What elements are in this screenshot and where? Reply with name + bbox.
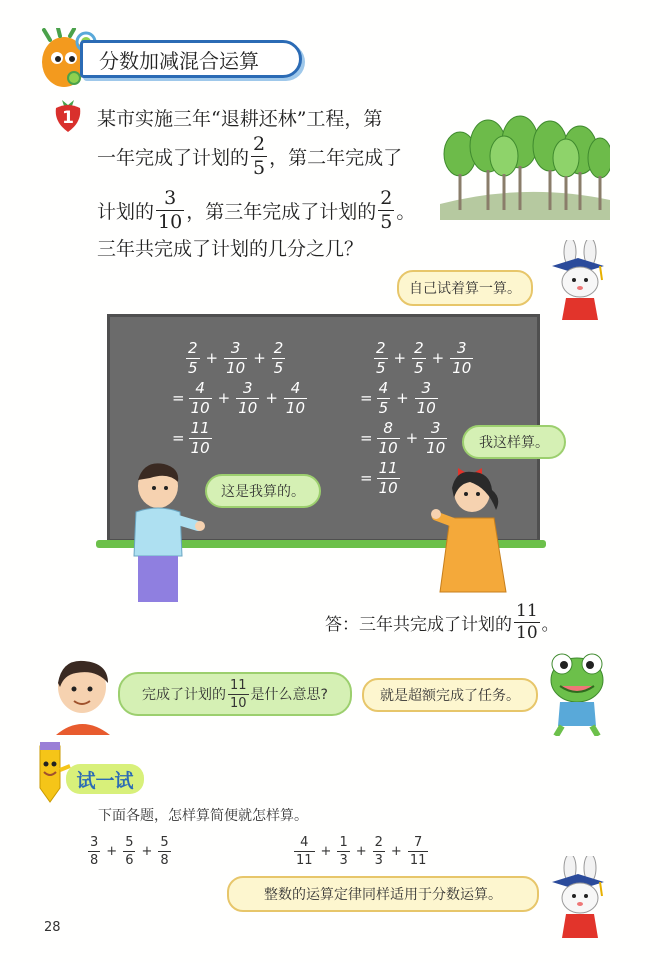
- try-label-badge: [66, 764, 144, 794]
- chalk-fraction: $\frac{3}{10}$: [452, 338, 472, 377]
- chalk-fraction: $\frac{4}{10}$: [190, 378, 210, 417]
- chalk-fraction: $\frac{2}{5}$: [376, 338, 386, 377]
- chalk-fraction: $\frac{3}{10}$: [416, 378, 436, 417]
- try-label: 试一试: [76, 769, 134, 792]
- problem-line-2: [97, 134, 402, 178]
- problem-line-3-c: 。: [396, 200, 416, 223]
- board-left-row-1: $\frac{2}{5}$ + $\frac{3}{10}$ + $\frac{2}{5}$: [188, 338, 284, 377]
- boy-portrait-icon: [50, 655, 116, 735]
- board-left-work: [168, 338, 309, 458]
- chalk-fraction: $\frac{3}{10}$: [238, 378, 258, 417]
- fraction-year2: $\frac{3}{10}$: [158, 186, 183, 233]
- speech-bubble-boy: 这是我算的。: [205, 474, 321, 508]
- board-left-row-2: = $\frac{4}{10}$ + $\frac{3}{10}$ + $\frac{4}{10}$: [172, 378, 306, 417]
- section-title: 分数加减混合运算: [99, 48, 259, 73]
- chalk-fraction: $\frac{3}{10}$: [426, 418, 446, 457]
- board-right-row-4: = $\frac{11}{10}$: [360, 458, 398, 497]
- frog-mascot-icon: [544, 650, 610, 736]
- forest-illustration: [440, 112, 610, 220]
- rabbit-graduate-icon: [548, 240, 610, 324]
- exercise-fraction: $\frac{3}{8}$: [90, 834, 99, 868]
- exercise-fraction: $\frac{2}{3}$: [374, 834, 383, 868]
- fraction-year3: $\frac{2}{5}$: [380, 186, 393, 233]
- chalk-fraction: $\frac{2}{5}$: [188, 338, 198, 377]
- chalk-fraction: $\frac{2}{5}$: [273, 338, 284, 377]
- exercise-fraction: $\frac{5}{8}$: [160, 834, 169, 868]
- answer-suffix: 。: [541, 614, 559, 635]
- fraction-year1: $\frac{2}{5}$: [253, 132, 266, 179]
- chalk-fraction: $\frac{4}{10}$: [285, 378, 306, 417]
- chalk-fraction: $\frac{3}{10}$: [226, 338, 246, 377]
- girl-student-icon: [430, 458, 520, 598]
- chalk-fraction: $\frac{11}{10}$: [190, 418, 210, 457]
- chalk-fraction: $\frac{4}{5}$: [378, 378, 389, 417]
- exercise-fraction: $\frac{1}{3}$: [339, 834, 348, 868]
- section-title-box: [80, 40, 302, 78]
- exercise-1: $\frac{3}{8}$ + $\frac{5}{6}$ + $\frac{5}{8}$: [90, 834, 169, 868]
- problem-line-3-b: ，第三年完成了计划的: [186, 200, 377, 223]
- chalk-fraction: $\frac{8}{10}$: [378, 418, 398, 457]
- question-fraction: $\frac{11}{10}$: [230, 677, 247, 711]
- answer-prefix: 答：三年共完成了计划的: [325, 614, 512, 635]
- page-number: 28: [44, 920, 61, 935]
- problem-line-3: [97, 188, 415, 232]
- speech-bubble-question: 完成了计划的 $\frac{11}{10}$ 是什么意思?: [118, 672, 352, 716]
- rabbit-graduate-icon: [548, 856, 610, 942]
- exercise-fraction: $\frac{7}{11}$: [409, 834, 427, 868]
- speech-bubble-law-hint: 整数的运算定律同样适用于分数运算。: [227, 876, 539, 912]
- section-header: [30, 28, 290, 90]
- board-left-row-3: = $\frac{11}{10}$: [172, 418, 210, 457]
- problem-number: 1: [62, 108, 74, 128]
- problem-line-4: 三年共完成了计划的几分之几？: [97, 238, 364, 260]
- problem-line-3-a: 计划的: [97, 200, 155, 223]
- problem-line-2-a: 一年完成了计划的: [97, 146, 250, 169]
- answer-fraction: $\frac{11}{10}$: [516, 600, 538, 643]
- exercise-fraction: $\frac{4}{11}$: [296, 834, 313, 868]
- boy-student-icon: [124, 460, 208, 606]
- problem-line-2-b: ，第二年完成了: [269, 146, 403, 169]
- board-right-row-1: $\frac{2}{5}$ + $\frac{2}{5}$ + $\frac{3}{10}$: [376, 338, 472, 377]
- speech-bubble-try-calc: 自己试着算一算。: [397, 270, 533, 306]
- board-right-row-3: = $\frac{8}{10}$ + $\frac{3}{10}$: [360, 418, 446, 457]
- answer-line: [325, 600, 559, 644]
- speech-bubble-frog: 就是超额完成了任务。: [362, 678, 538, 712]
- chalk-fraction: $\frac{2}{5}$: [414, 338, 424, 377]
- board-right-row-2: = $\frac{4}{5}$ + $\frac{3}{10}$: [360, 378, 436, 417]
- try-instruction: 下面各题，怎样算简便就怎样算。: [98, 808, 308, 824]
- speech-bubble-girl: 我这样算。: [462, 425, 566, 459]
- exercise-2: $\frac{4}{11}$ + $\frac{1}{3}$ + $\frac{2}{3}$ + $\frac{7}{11}$: [296, 834, 427, 868]
- chalk-fraction: $\frac{11}{10}$: [378, 458, 398, 497]
- exercise-fraction: $\frac{5}{6}$: [125, 834, 134, 868]
- problem-line-1: 某市实施三年“退耕还林”工程，第: [97, 108, 383, 130]
